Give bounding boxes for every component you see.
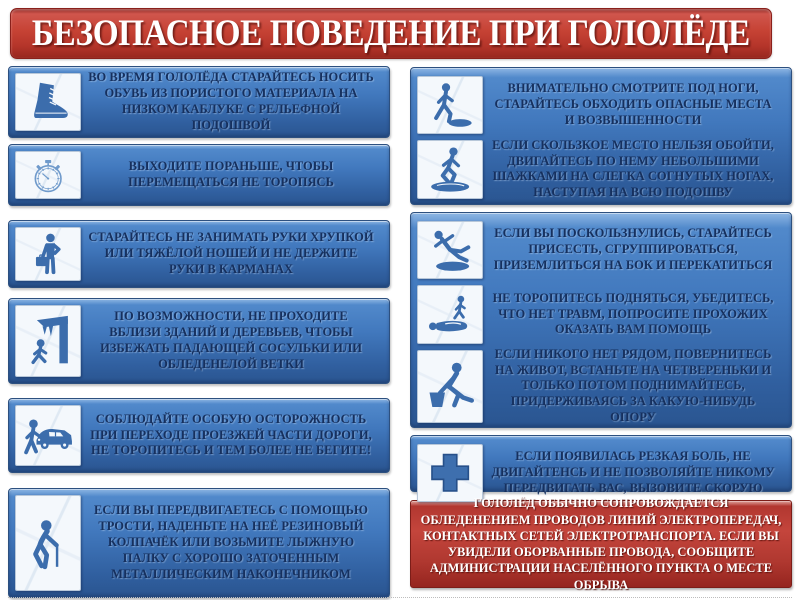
lying-person-helper-icon — [417, 285, 483, 343]
tip-panel-free-hands — [8, 220, 390, 288]
pedestrian-car-icon — [15, 405, 81, 466]
tip-text: СОБЛЮДАЙТЕ ОСОБУЮ ОСТОРОЖНОСТЬ ПРИ ПЕРЕХОДЕ ПРОЕЗЖЕЙ ЧАСТИ ДОРОГИ, НЕ ТОРОПИТЕСЬ И ТЕМ БОЛЕЕ НЕ БЕГИТЕ! — [90, 411, 372, 458]
getting-up-support-icon — [417, 350, 483, 423]
tip-text: ВО ВРЕМЯ ГОЛОЛЁДА СТАРАЙТЕСЬ НОСИТЬ ОБУВЬ ИЗ ПОРИСТОГО МАТЕРИАЛА НА НИЗКОМ КАБЛУКЕ С РЕЛЬЕФНОЙ ПОДОШВОЙ — [88, 70, 374, 132]
tip-row — [417, 73, 783, 137]
tip-panel-icicles — [8, 298, 390, 384]
tip-text: НЕ ТОРОПИТЕСЬ ПОДНЯТЬСЯ, УБЕДИТЕСЬ, ЧТО НЕТ ТРАВМ, ПОПРОСИТЕ ПРОХОЖИХ ОКАЗАТЬ ВАМ ПОМОЩЬ — [492, 290, 774, 337]
page-title-banner — [10, 8, 772, 59]
tip-text: ПО ВОЗМОЖНОСТИ, НЕ ПРОХОДИТЕ ВБЛИЗИ ЗДАНИЙ И ДЕРЕВЬЕВ, ЧТОБЫ ИЗБЕЖАТЬ ПАДАЮЩЕЙ СОСУЛЬКИ ИЛИ ОБЛЕДЕНЕЛОЙ ВЕТКИ — [100, 309, 362, 371]
tip-text: СТАРАЙТЕСЬ НЕ ЗАНИМАТЬ РУКИ ХРУПКОЙ ИЛИ ТЯЖЁЛОЙ НОШЕЙ И НЕ ДЕРЖИТЕ РУКИ В КАРМАНАХ — [88, 230, 374, 276]
tip-text: ЕСЛИ ВЫ ПОСКОЛЬЗНУЛИСЬ, СТАРАЙТЕСЬ ПРИСЕСТЬ, СГРУППИРОВАТЬСЯ, ПРИЗЕМЛИТЬСЯ НА БОК И ПЕРЕКАТИТЬСЯ — [493, 226, 773, 273]
medical-cross-icon — [417, 444, 483, 502]
tip-row — [417, 218, 783, 282]
warning-text: ГОЛОЛЁД ОБЫЧНО СОПРОВОЖДАЕТСЯ ОБЛЕДЕНЕНИЕМ ПРОВОДОВ ЛИНИЙ ЭЛЕКТРОПЕРЕДАЧ, КОНТАКТНЫХ СЕТЕЙ ЭЛЕКТРОТРАНСПОРТА. ЕСЛИ ВЫ УВИДЕЛИ ОБОРВАННЫЕ ПРОВОДА, СООБЩИТЕ АДМИНИСТРАЦИИ НАСЕЛЁННОГО ПУНКТА О МЕСТЕ ОБРЫВА — [420, 496, 782, 592]
slipping-fall-icon — [417, 221, 483, 279]
tip-text: ВНИМАТЕЛЬНО СМОТРИТЕ ПОД НОГИ, СТАРАЙТЕСЬ ОБХОДИТЬ ОПАСНЫЕ МЕСТА И ВОЗВЫШЕННОСТИ — [494, 81, 772, 128]
tip-panel-footwear — [8, 66, 390, 138]
tip-text: ВЫХОДИТЕ ПОРАНЬШЕ, ЧТОБЫ ПЕРЕМЕЩАТЬСЯ НЕ ТОРОПЯСЬ — [128, 159, 334, 189]
boot-icon — [15, 73, 81, 131]
tip-row — [417, 282, 783, 346]
tip-panel-sharp-pain — [410, 435, 792, 496]
watch-your-step-icon — [417, 76, 483, 134]
tip-panel-road-crossing — [8, 398, 390, 473]
right-column — [410, 67, 792, 592]
left-column — [8, 66, 390, 598]
page-title: БЕЗОПАСНОЕ ПОВЕДЕНИЕ ПРИ ГОЛОЛЁДЕ — [32, 13, 750, 54]
stopwatch-icon — [15, 151, 81, 199]
tip-panel-leave-early — [8, 144, 390, 206]
tip-text: ЕСЛИ ВЫ ПЕРЕДВИГАЕТЕСЬ С ПОМОЩЬЮ ТРОСТИ, НАДЕНЬТЕ НА НЕЁ РЕЗИНОВЫЙ КОЛПАЧЁК ИЛИ ВОЗЬМИТЕ ЛЫЖНУЮ ПАЛКУ С ХОРОШО ЗАТОЧЕННЫМ МЕТАЛЛИЧЕСКИМ НАКОНЕЧНИКОМ — [94, 503, 368, 581]
tip-row — [417, 137, 783, 201]
warning-panel — [410, 496, 792, 592]
tip-row — [417, 347, 783, 426]
bottom-divider — [8, 597, 792, 598]
tip-text: ЕСЛИ НИКОГО НЕТ РЯДОМ, ПОВЕРНИТЕСЬ НА ЖИВОТ, ВСТАНЬТЕ НА ЧЕТВЕРЕНЬКИ И ТОЛЬКО ПОТОМ ПОДНИМАЙТЕСЬ, ПРИДЕРЖИВАЯСЬ ЗА КАКУЮ-НИБУДЬ ОПОРУ — [494, 346, 772, 425]
tip-panel-fall-technique — [410, 212, 792, 428]
bent-knees-walk-icon — [417, 140, 483, 198]
tip-panel-cane — [8, 488, 390, 598]
person-briefcase-icon — [15, 227, 81, 281]
falling-icicle-icon — [15, 305, 81, 377]
tip-panel-watch-step — [410, 67, 792, 205]
tip-text: ЕСЛИ СКОЛЬЗКОЕ МЕСТО НЕЛЬЗЯ ОБОЙТИ, ДВИГАЙТЕСЬ ПО НЕМУ НЕБОЛЬШИМИ ШАЖКАМИ НА СЛЕГКА СОГНУТЫХ НОГАХ, НАСТУПАЯ НА ВСЮ ПОДОШВУ — [492, 137, 774, 200]
tip-text: ЕСЛИ ПОЯВИЛАСЬ РЕЗКАЯ БОЛЬ, НЕ ДВИГАЙТЕНСЬ И НЕ ПОЗВОЛЯЙТЕ НИКОМУ ПЕРЕДВИГАТЬ ВАС, ВЫЗОВИТЕ СКОРУЮ — [491, 449, 775, 496]
person-cane-icon — [15, 495, 81, 591]
